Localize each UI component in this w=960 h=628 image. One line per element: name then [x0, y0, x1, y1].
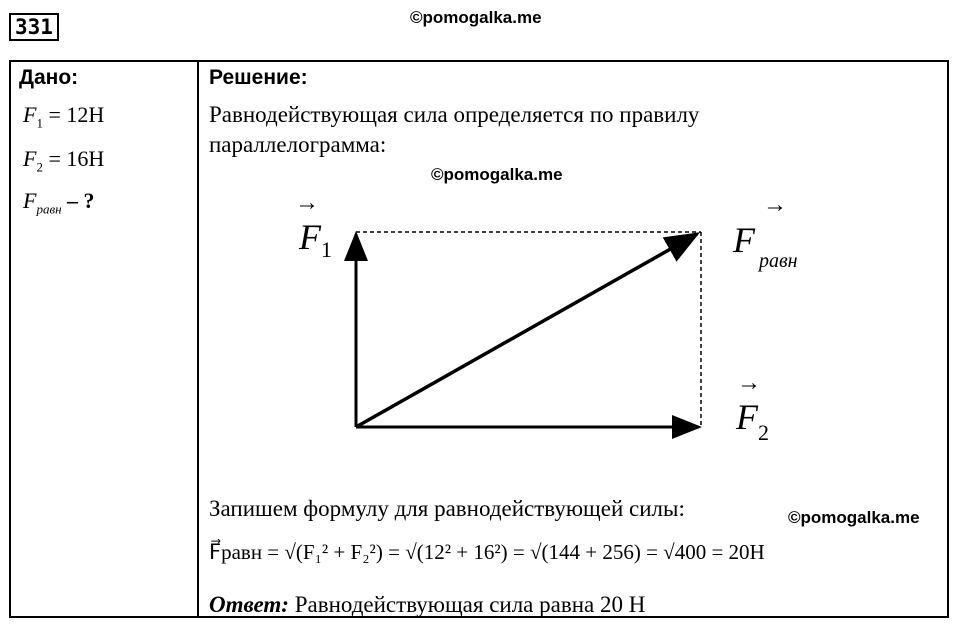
given-find: $F_{равн}$ – ?: [23, 188, 95, 217]
label-f1: F: [299, 217, 321, 257]
label-fr-sub: равн: [759, 250, 798, 272]
solution-intro: Равнодействующая сила определяется по правилу параллелограмма:: [209, 102, 700, 157]
answer-text: Равнодействующая сила равна 20 Н: [294, 592, 646, 617]
solution-table: [9, 60, 949, 618]
column-divider: [197, 62, 199, 616]
given-f1: $F_1 = 12Н$: [23, 102, 105, 131]
watermark-bottom: ©pomogalka.me: [788, 508, 920, 527]
arrow-f2-icon: →: [737, 370, 761, 396]
arrow-fr-icon: →: [763, 192, 787, 218]
formula-intro: Запишем формулу для равнодействующей силы:: [209, 496, 685, 521]
formula: F⃗равн = √(F₁² + F₂²) = √(12² + 16²) = √(144 + 256) = √400 = 20H: [209, 540, 765, 564]
answer: [209, 592, 645, 618]
problem-number: 331: [9, 13, 59, 41]
watermark-middle: ©pomogalka.me: [431, 165, 563, 184]
solution-header: Решение:: [209, 66, 308, 89]
arrow-f1-icon: →: [295, 192, 319, 216]
watermark-top: ©pomogalka.me: [410, 8, 542, 27]
label-f2: F: [736, 397, 758, 437]
answer-label: Ответ:: [209, 592, 289, 617]
given-header: Дано:: [19, 66, 79, 89]
label-fr: F: [733, 220, 755, 260]
force-diagram: [271, 192, 831, 462]
label-f1-sub: 1: [321, 237, 332, 262]
vector-f-resultant: [356, 234, 697, 427]
label-f2-sub: 2: [758, 420, 769, 445]
given-f2: $F_2 = 16Н$: [23, 146, 105, 175]
